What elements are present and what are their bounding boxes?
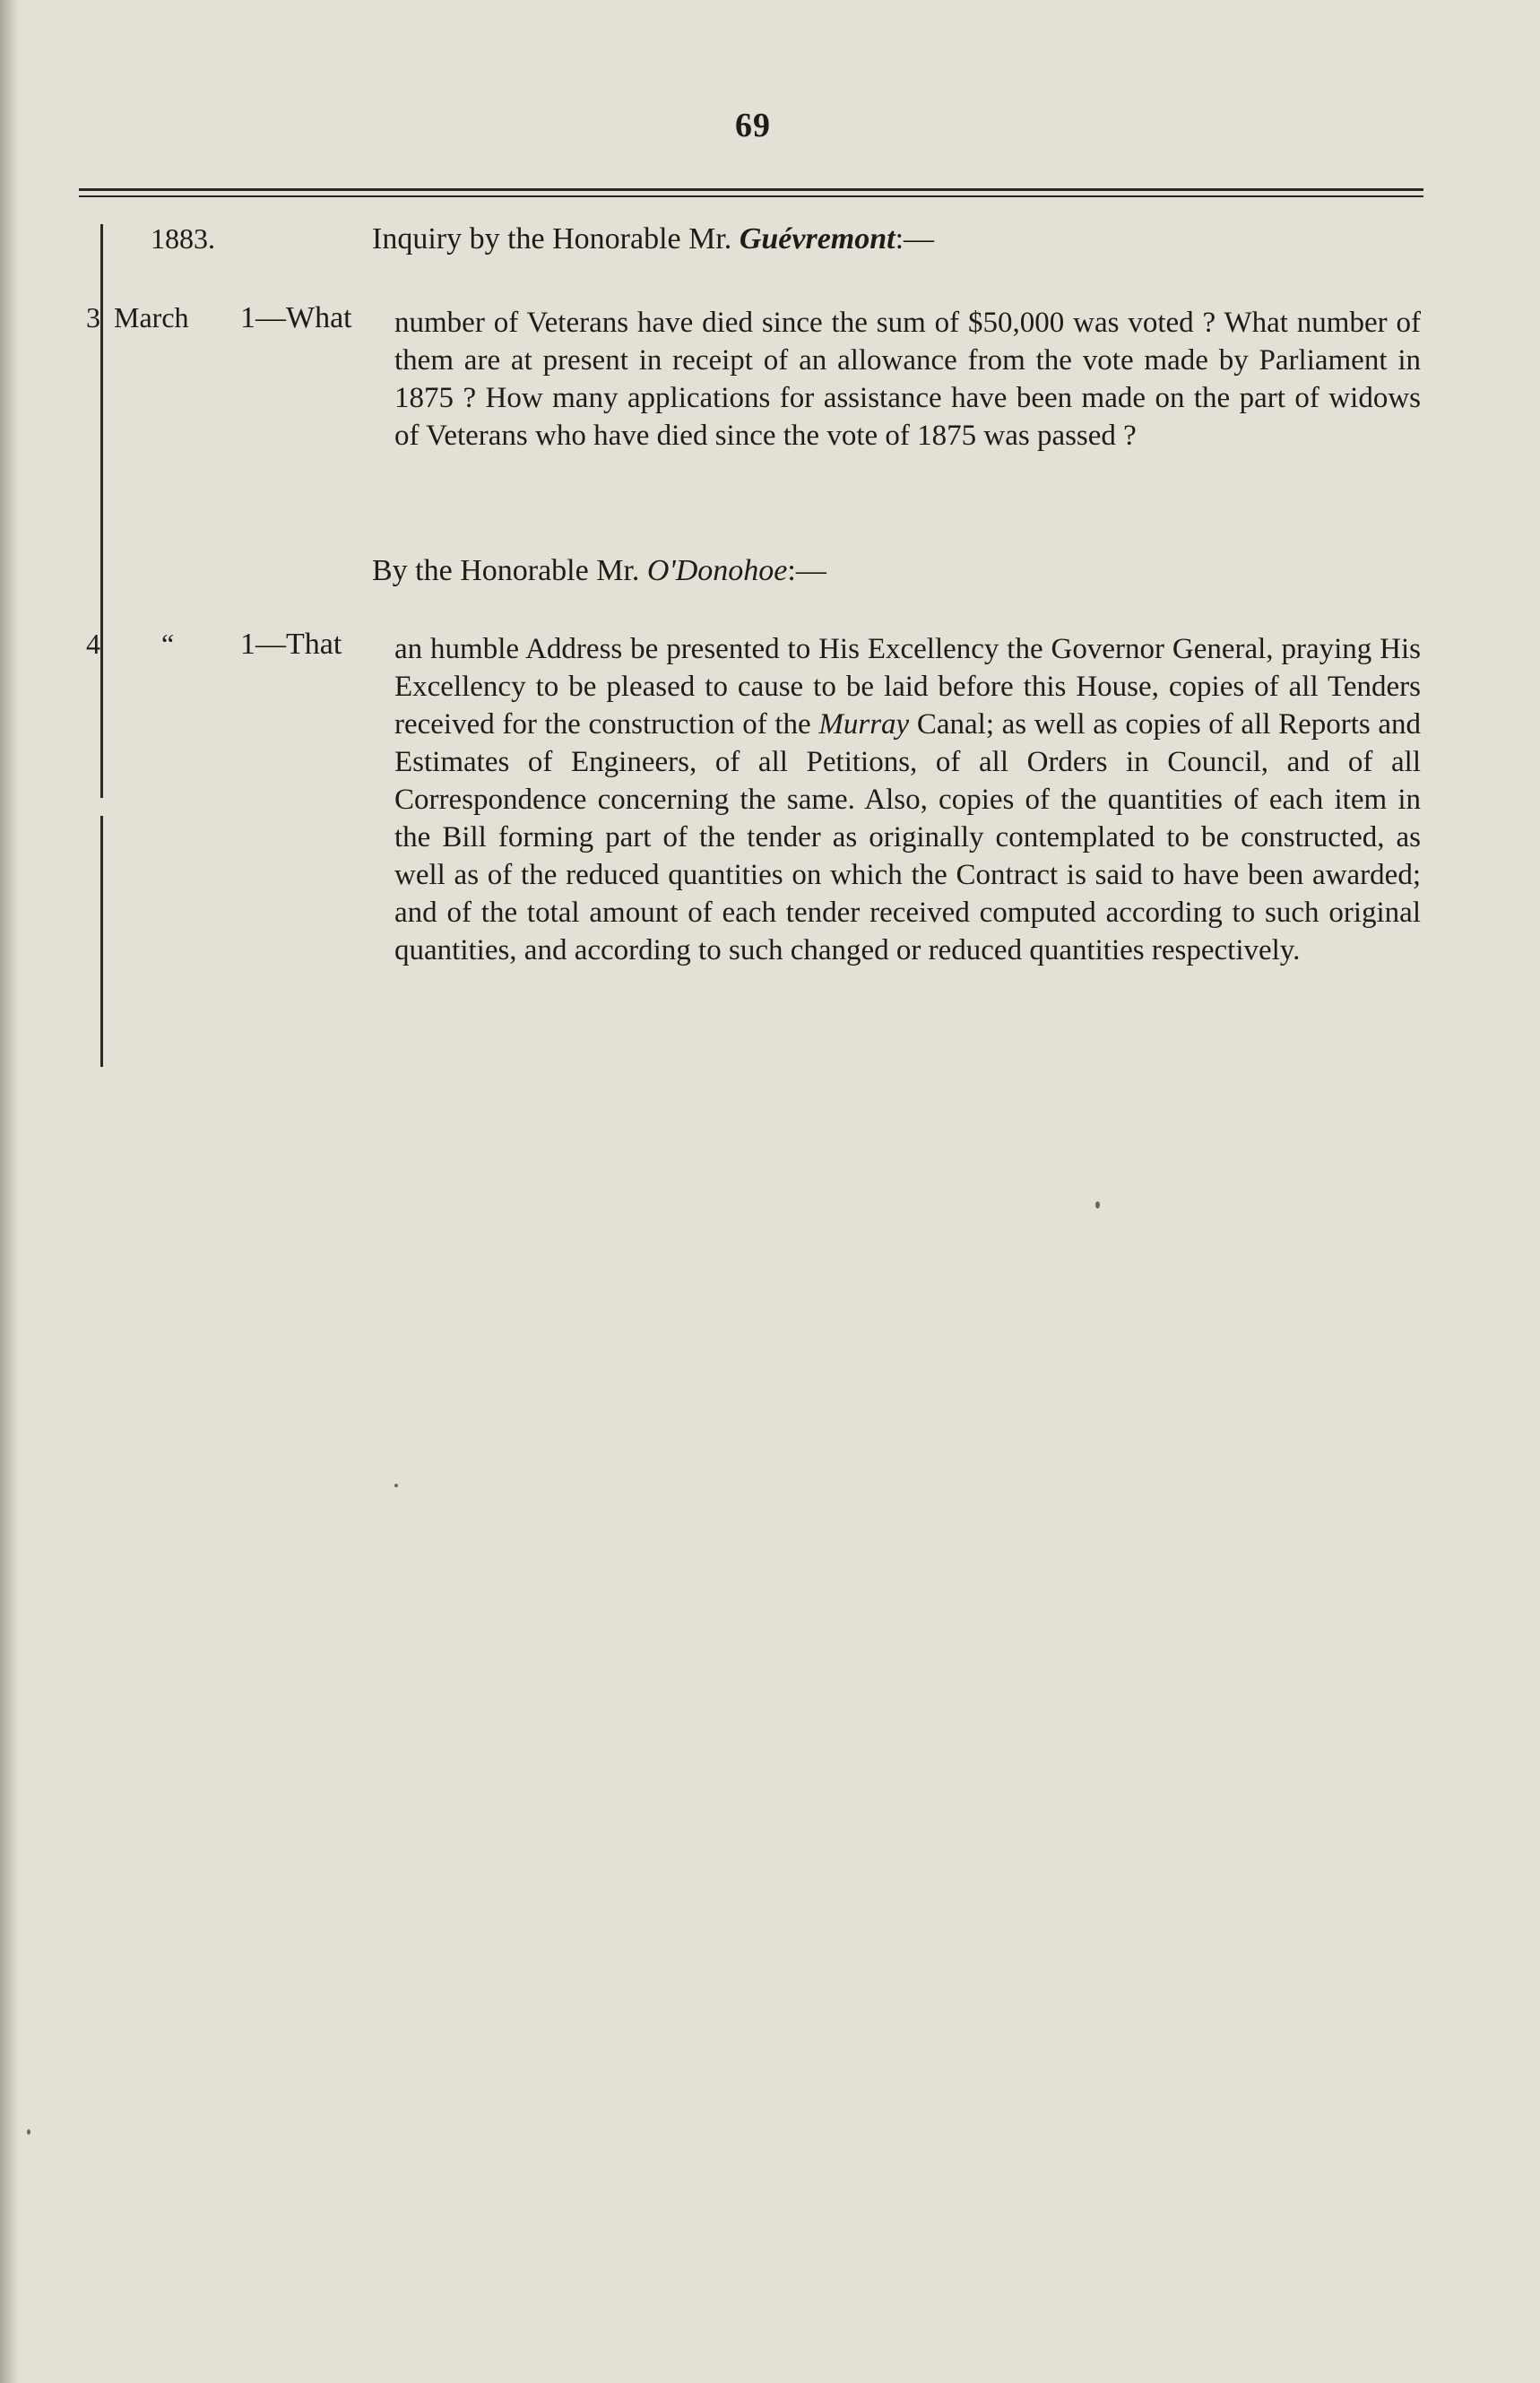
entry-text [394, 304, 1421, 455]
page-binding-edge [0, 0, 20, 2383]
paper-speck [1095, 1201, 1100, 1209]
heading-suffix: :— [787, 554, 826, 587]
page-number: 69 [735, 107, 771, 144]
margin-rule [100, 816, 103, 1067]
paper-speck [394, 1484, 398, 1487]
item-number: 1—That [240, 628, 342, 661]
entry-month: March [114, 301, 189, 334]
entry-heading [372, 554, 826, 588]
entry-month: “ [161, 628, 175, 660]
member-name: Guévremont [739, 222, 895, 256]
header-rule-double [79, 195, 1423, 197]
entry-year: 1883. [151, 222, 215, 255]
entry-day: 4 [86, 628, 100, 660]
margin-rule [100, 224, 103, 798]
heading-prefix: By the Honorable Mr. [372, 554, 640, 587]
entry-day: 3 [86, 301, 100, 334]
heading-suffix: :— [895, 222, 935, 256]
header-rule [79, 188, 1423, 191]
entry-heading [372, 222, 934, 256]
entry-text [394, 630, 1421, 969]
item-number: 1—What [240, 301, 352, 334]
paper-speck [27, 2129, 30, 2135]
entry-body: an humble Address be presented to His Excellency the Governor General, praying His Excellency to be pleased to cause to be laid before this House, copies of all Tenders received for the construction of the [394, 633, 1421, 741]
heading-prefix: Inquiry by the Honorable Mr. [372, 222, 732, 256]
entry-body: number of Veterans have died since the sum of $50,000 was voted ? What number of them are at present in receipt of an allowance from the vote made by Parliament in 1875 ? How many applications for assistance have been made on the part of widows of Veterans who have died since the vote of 1875 was passed ? [394, 307, 1421, 452]
entry-body-cont: Canal; as well as copies of all Reports and Estimates of Engineers, of all Petitions, of all Orders in Council, and of all Correspondence concerning the same. Also, copies of the quantities of each item in the Bill forming part of the tender as originally contemplated to be constructed, as well as of the reduced quantities on which the Contract is said to have been awarded; and of the total amount of each tender received computed according to such original quantities, and according to such changed or reduced quantities respectively. [394, 708, 1422, 966]
canal-name: Murray [818, 708, 910, 741]
member-name: O'Donohoe [646, 554, 788, 587]
